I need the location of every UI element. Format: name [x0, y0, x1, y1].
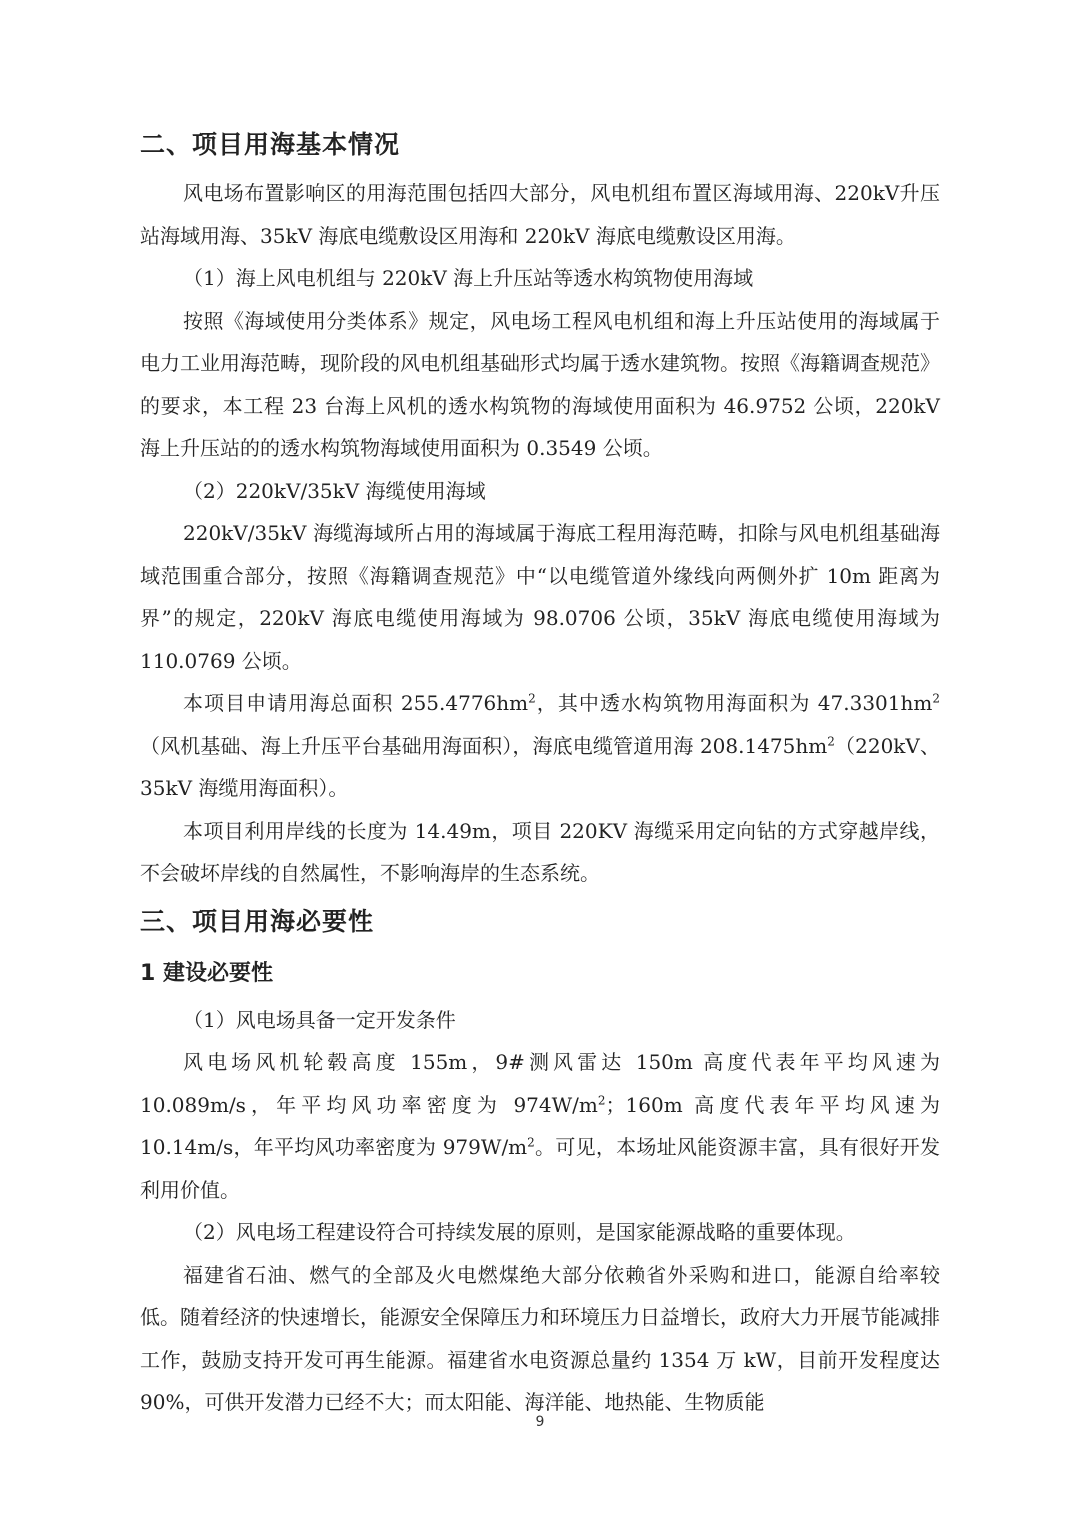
paragraph: 220kV/35kV 海缆海域所占用的海域属于海底工程用海范畴，扣除与风电机组基础海域范围重合部分，按照《海籍调查规范》中“以电缆管道外缘线向两侧外扩 10m 距离为界”的规定，220kV 海底电缆使用海域为 98.0706 公顷，35kV 海底电缆使用海域为 110.0769 公顷。: [140, 521, 940, 673]
subheading: （1）风电场具备一定开发条件: [183, 1007, 456, 1032]
paragraph-wind-resource: [140, 1041, 940, 1211]
paragraph-area-summary: [140, 682, 940, 810]
subheading: （2）220kV/35kV 海缆使用海域: [183, 478, 486, 503]
document-page: [140, 118, 940, 1424]
page-number: 9: [535, 1414, 545, 1430]
paragraph: 本项目利用岸线的长度为 14.49m，项目 220KV 海缆采用定向钻的方式穿越岸线，不会破坏岸线的自然属性，不影响海岸的生态系统。: [140, 818, 940, 885]
paragraph: 风电场布置影响区的用海范围包括四大部分，风电机组布置区海域用海、220kV升压站海域用海、35kV 海底电缆敷设区用海和 220kV 海底电缆敷设区用海。: [140, 181, 940, 248]
paragraph: 福建省石油、燃气的全部及火电燃煤绝大部分依赖省外采购和进口，能源自给率较低。随着经济的快速增长，能源安全保障压力和环境压力日益增长，政府大力开展节能减排工作，鼓励支持开发可再生能源。福建省水电资源总量约 1354 万 kW，目前开发程度达 90%，可供开发潜力已经不大；而太阳能、海洋能、地热能、生物质能: [140, 1262, 940, 1414]
subsection-1-title: 1 建设必要性: [140, 960, 273, 986]
text-run: ，其中透水构筑物用海面积为 47.3301hm: [535, 691, 933, 715]
text-run: 。可见，本场址风能资源丰富，具有很好开发利用价值。: [140, 1135, 941, 1202]
text-run: ；160m 高度代表年平均风速为 10.14m/s，年平均风功率密度为 979W/m: [140, 1092, 940, 1159]
paragraph: 按照《海域使用分类体系》规定，风电场工程风电机组和海上升压站使用的海域属于电力工业用海范畴，现阶段的风电机组基础形式均属于透水建筑物。按照《海籍调查规范》的要求，本工程 23 台海上风机的透水构筑物的海域使用面积为 46.9752 公顷，220kV 海上升压站的的透水构筑物海域使用面积为 0.3549 公顷。: [140, 308, 940, 460]
section-2-title: 二、项目用海基本情况: [140, 130, 401, 159]
text-run: （220kV、35kV 海缆用海面积）。: [140, 733, 940, 800]
text-run: 风电场风机轮毂高度 155m，9#测风雷达 150m 高度代表年平均风速为 10.089m/s，年平均风功率密度为 974W/m: [140, 1050, 940, 1117]
subheading: （2）风电场工程建设符合可持续发展的原则，是国家能源战略的重要体现。: [183, 1220, 856, 1244]
text-run: 本项目申请用海总面积 255.4776hm: [183, 691, 529, 715]
superscript: 2: [527, 1135, 535, 1150]
section-3-title: 三、项目用海必要性: [140, 906, 375, 936]
superscript: 2: [597, 1092, 606, 1107]
subheading: （1）海上风电机组与 220kV 海上升压站等透水构筑物使用海域: [183, 266, 754, 290]
superscript: 2: [827, 733, 835, 748]
text-run: （风机基础、海上升压平台基础用海面积），海底电缆管道用海 208.1475hm: [140, 733, 828, 758]
superscript: 2: [932, 691, 940, 706]
superscript: 2: [528, 691, 536, 706]
